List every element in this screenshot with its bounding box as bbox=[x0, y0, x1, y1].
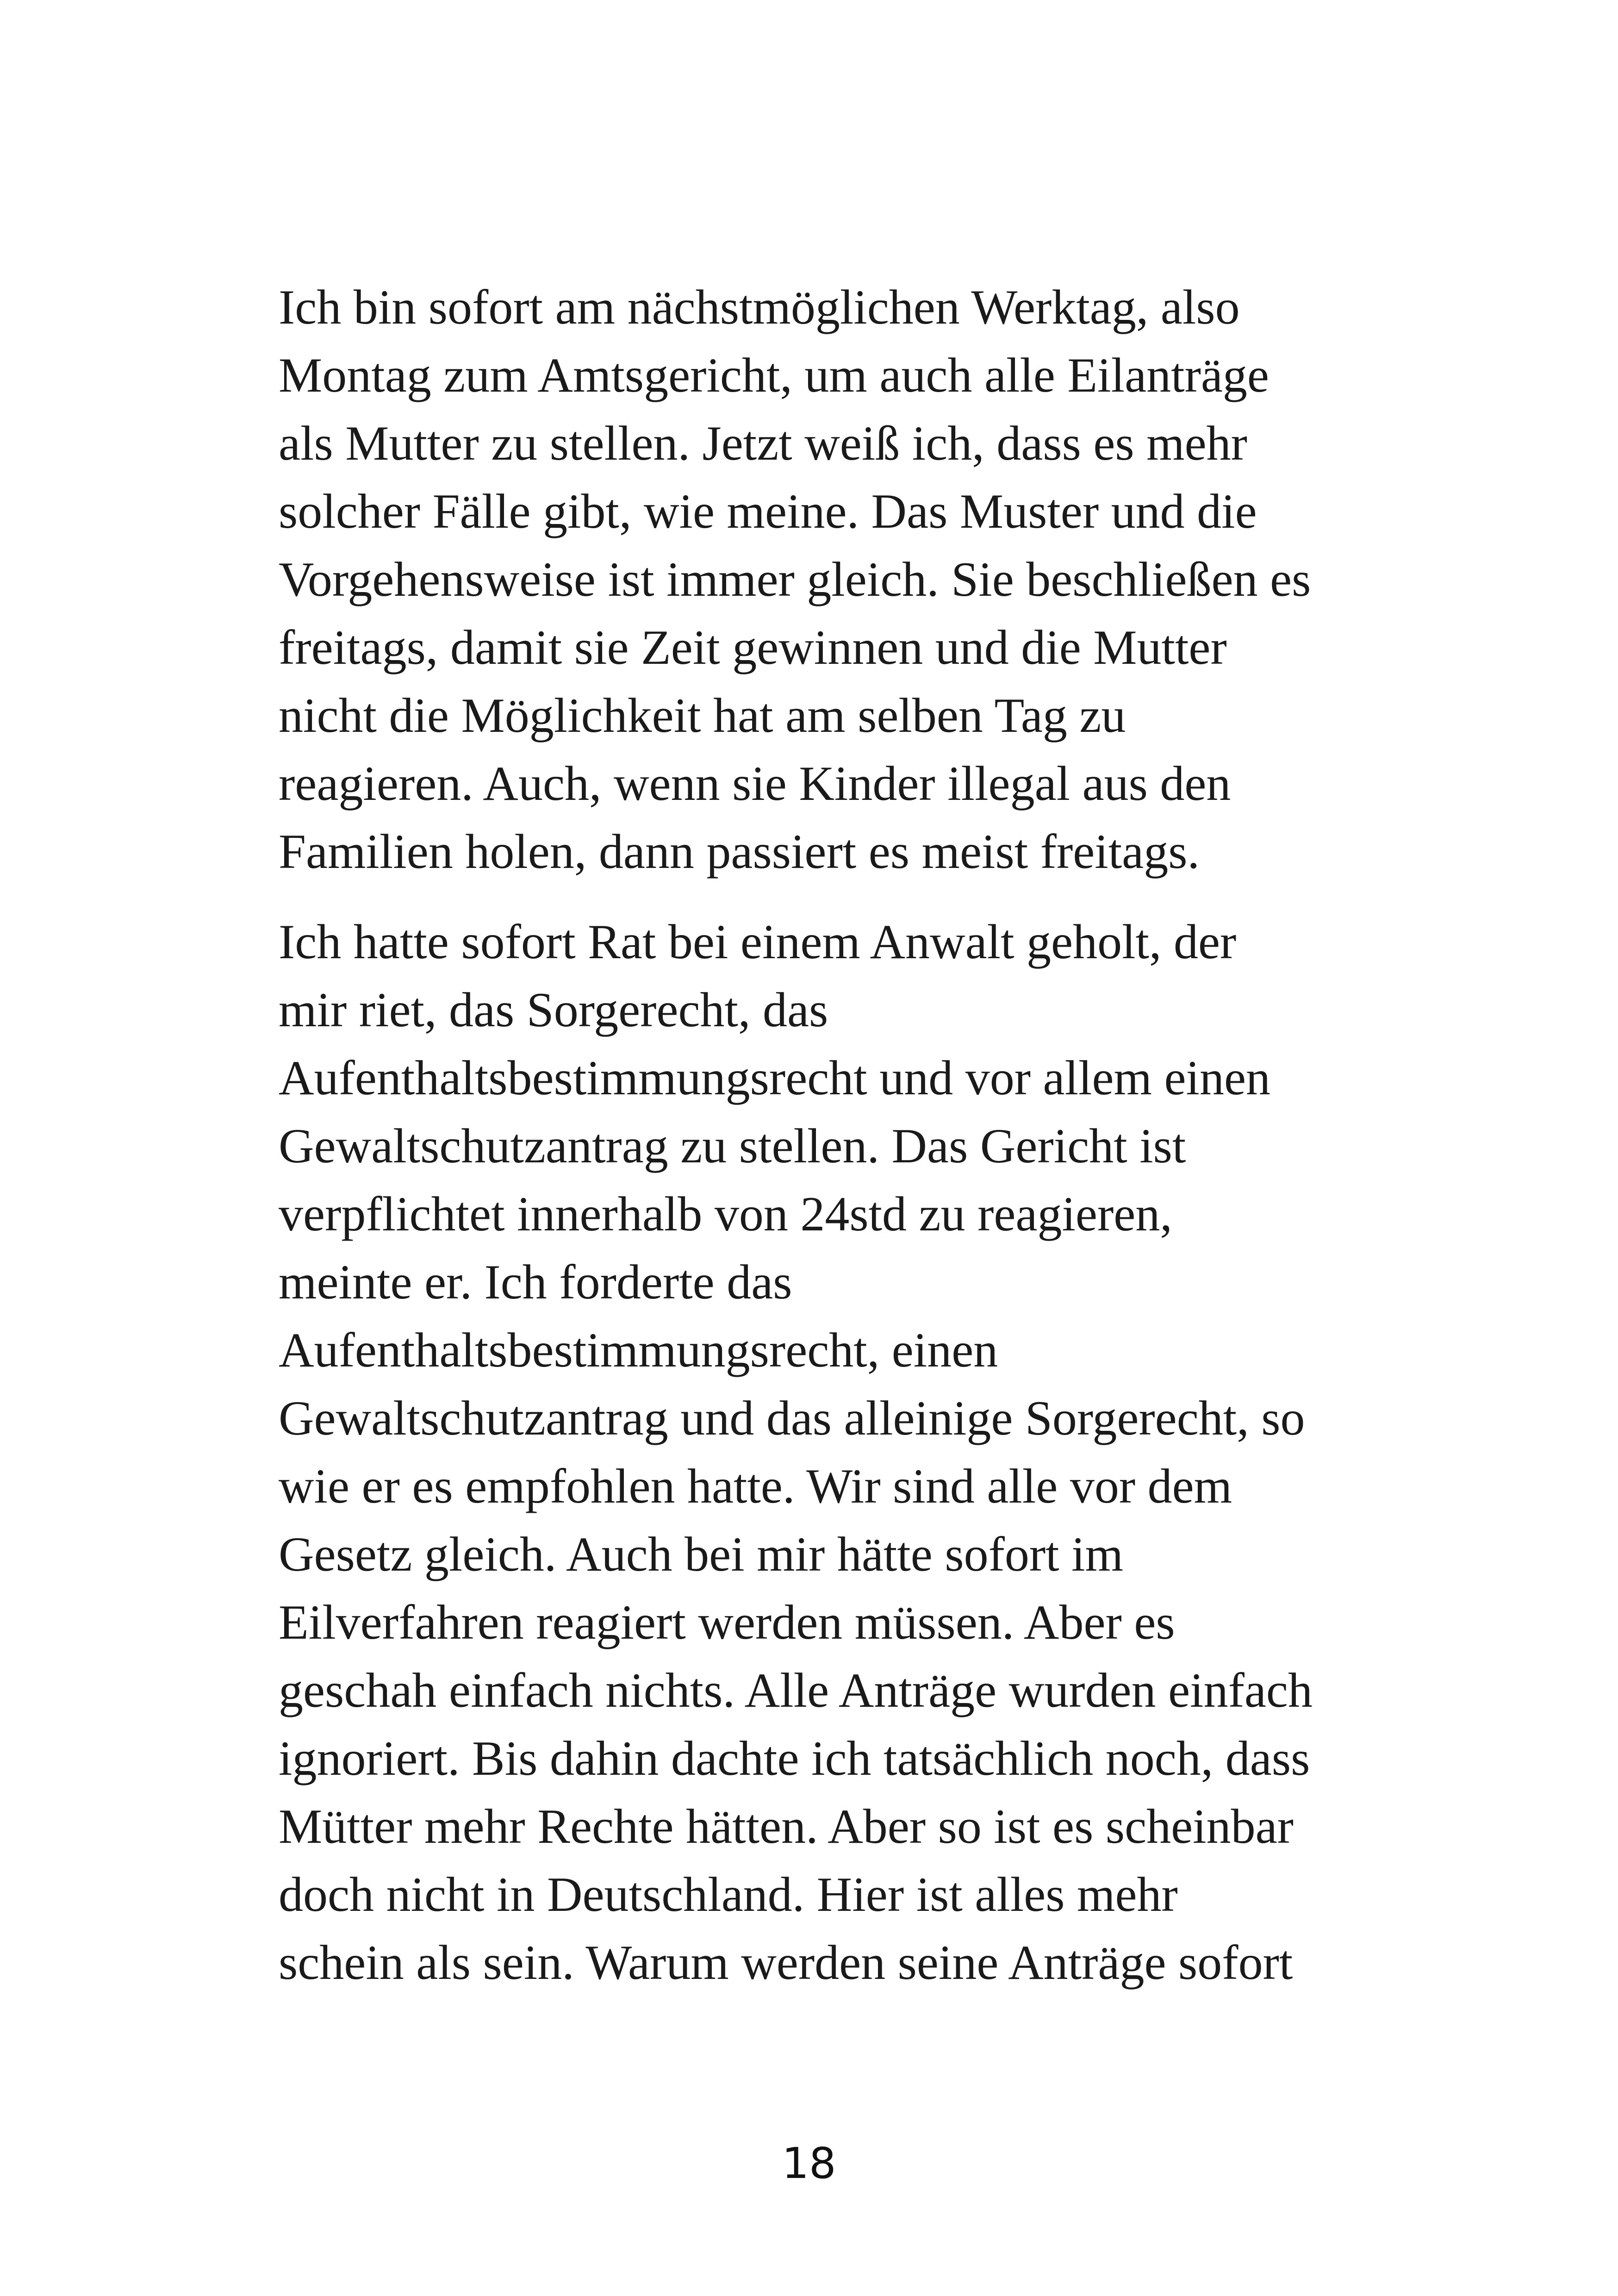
paragraph-2-line-4: Gewaltschutzantrag zu stellen. Das Gericht ist bbox=[279, 1119, 1186, 1173]
paragraph-1-line-4: solcher Fälle gibt, wie meine. Das Muster und die bbox=[279, 484, 1257, 538]
paragraph-2-line-16: schein als sein. Warum werden seine Anträge sofort bbox=[279, 1935, 1293, 1990]
paragraph-2-line-10: Gesetz gleich. Auch bei mir hätte sofort im bbox=[279, 1527, 1124, 1581]
paragraph-1-line-9: Familien holen, dann passiert es meist freitags. bbox=[279, 824, 1200, 879]
paragraph-2-line-11: Eilverfahren reagiert werden müssen. Aber es bbox=[279, 1595, 1175, 1649]
paragraph-1-line-5: Vorgehensweise ist immer gleich. Sie beschließen es bbox=[279, 552, 1311, 606]
paragraph-1-line-8: reagieren. Auch, wenn sie Kinder illegal aus den bbox=[279, 756, 1231, 811]
paragraph-1-line-3: als Mutter zu stellen. Jetzt weiß ich, dass es mehr bbox=[279, 416, 1247, 470]
page-number: 18 bbox=[782, 2139, 836, 2188]
paragraph-2-line-8: Gewaltschutzantrag und das alleinige Sorgerecht, so bbox=[279, 1391, 1305, 1445]
paragraph-1-line-2: Montag zum Amtsgericht, um auch alle Eilanträge bbox=[279, 348, 1269, 402]
paragraph-2-line-5: verpflichtet innerhalb von 24std zu reagieren, bbox=[279, 1187, 1172, 1241]
paragraph-2-line-13: ignoriert. Bis dahin dachte ich tatsächlich noch, dass bbox=[279, 1731, 1310, 1785]
paragraph-2-line-3: Aufenthaltsbestimmungsrecht und vor allem einen bbox=[279, 1051, 1271, 1105]
paragraph-2-line-7: Aufenthaltsbestimmungsrecht, einen bbox=[279, 1323, 998, 1377]
paragraph-2-line-14: Mütter mehr Rechte hätten. Aber so ist es scheinbar bbox=[279, 1799, 1294, 1853]
body-text bbox=[279, 273, 1362, 1997]
paragraph-2-line-2: mir riet, das Sorgerecht, das bbox=[279, 983, 828, 1037]
paragraph-2-line-9: wie er es empfohlen hatte. Wir sind alle vor dem bbox=[279, 1459, 1232, 1513]
paragraph-spacer bbox=[279, 886, 1362, 908]
paragraph-1-line-7: nicht die Möglichkeit hat am selben Tag zu bbox=[279, 688, 1126, 742]
paragraph-2-line-15: doch nicht in Deutschland. Hier ist alles mehr bbox=[279, 1867, 1178, 1922]
paragraph-2-line-12: geschah einfach nichts. Alle Anträge wurden einfach bbox=[279, 1663, 1313, 1717]
paragraph-1-line-6: freitags, damit sie Zeit gewinnen und die Mutter bbox=[279, 620, 1227, 674]
paragraph-2-line-6: meinte er. Ich forderte das bbox=[279, 1255, 792, 1309]
paragraph-1-line-1: Ich bin sofort am nächstmöglichen Werktag, also bbox=[279, 280, 1240, 334]
paragraph-2-line-1: Ich hatte sofort Rat bei einem Anwalt geholt, der bbox=[279, 915, 1237, 969]
